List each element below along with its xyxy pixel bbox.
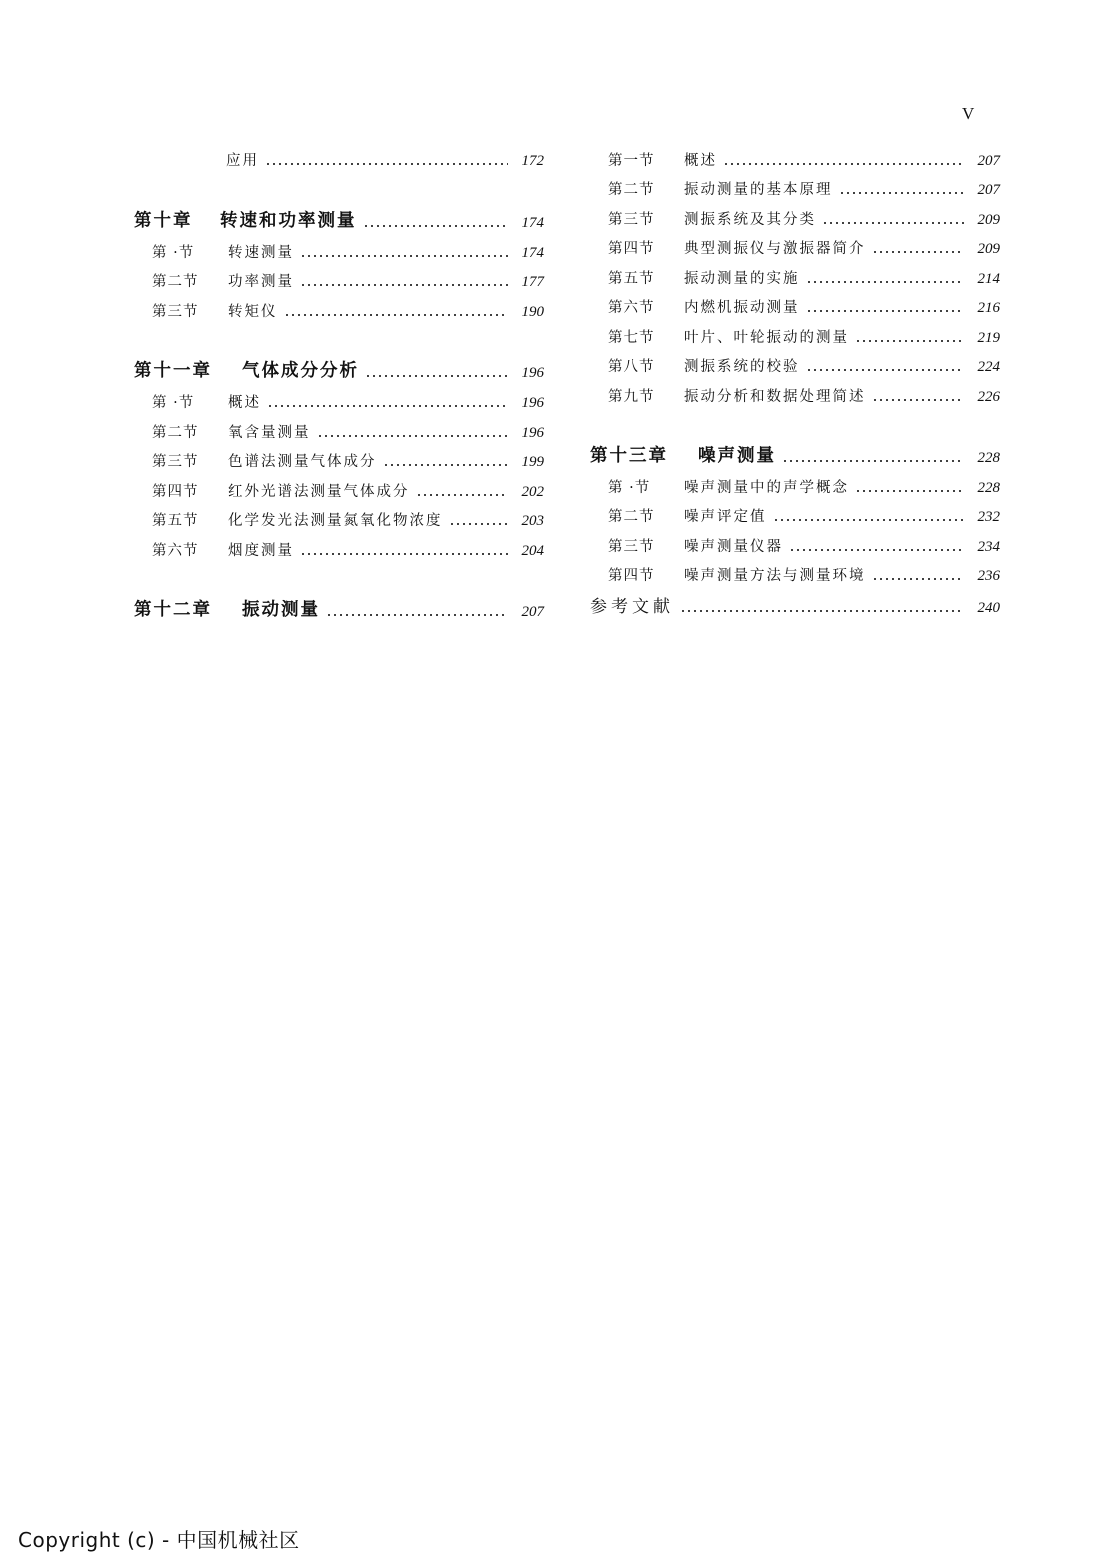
toc-section[interactable] (590, 559, 1000, 585)
entry-page: 207 (977, 182, 1000, 198)
toc-section[interactable] (590, 321, 1000, 347)
chapter-title: 转速和功率测量 (220, 211, 357, 231)
section-number: 第三节 (608, 539, 655, 555)
entry-title: 应用 (226, 153, 259, 169)
leader-dots (855, 339, 964, 343)
leader-dots (773, 518, 965, 522)
entry-page: 177 (521, 274, 544, 290)
chapter-number: 第十二章 (134, 600, 212, 620)
toc-chapter[interactable] (134, 595, 544, 621)
entry-page: 207 (521, 604, 544, 620)
toc-section[interactable] (134, 265, 544, 291)
section-number: 第七节 (608, 330, 655, 346)
leader-dots (806, 309, 965, 313)
leader-dots (365, 374, 508, 378)
chapter-title: 气体成分分析 (242, 361, 359, 381)
section-number: 第五节 (152, 513, 199, 529)
toc-section[interactable] (590, 500, 1000, 526)
entry-page: 190 (521, 304, 544, 320)
leader-dots (300, 552, 508, 556)
section-number: 第 ·节 (608, 480, 651, 496)
leader-dots (317, 434, 509, 438)
section-number: 第四节 (608, 568, 655, 584)
leader-dots (265, 162, 508, 166)
toc-chapter[interactable] (134, 206, 544, 232)
leader-dots (872, 250, 965, 254)
section-number: 第一节 (608, 153, 655, 169)
section-number: 第 ·节 (152, 395, 195, 411)
entry-page: 226 (977, 389, 1000, 405)
toc-section[interactable] (590, 350, 1000, 376)
toc-section[interactable] (134, 504, 544, 530)
section-title: 转速测量 (228, 245, 294, 261)
leader-dots (284, 313, 509, 317)
section-title: 测振系统及其分类 (684, 212, 816, 228)
section-title: 典型测振仪与激振器简介 (684, 241, 866, 257)
section-number: 第三节 (152, 304, 199, 320)
chapter-number: 第十一章 (134, 361, 212, 381)
entry-page: 228 (977, 450, 1000, 466)
leader-dots (855, 489, 964, 493)
leader-dots (872, 577, 965, 581)
leader-dots (300, 254, 508, 258)
copyright-watermark: Copyright (c) - 中国机械社区 (18, 1528, 300, 1552)
section-title: 振动分析和数据处理简述 (684, 389, 866, 405)
entry-page: 216 (977, 300, 1000, 316)
section-title: 红外光谱法测量气体成分 (228, 484, 410, 500)
entry-page: 228 (977, 480, 1000, 496)
section-title: 噪声测量中的声学概念 (684, 480, 849, 496)
toc-section[interactable] (134, 475, 544, 501)
entry-page: 209 (977, 241, 1000, 257)
section-title: 功率测量 (228, 274, 294, 290)
entry-page: 199 (521, 454, 544, 470)
section-title: 转矩仪 (228, 304, 278, 320)
section-title: 概述 (228, 395, 261, 411)
section-number: 第三节 (608, 212, 655, 228)
toc-section[interactable] (590, 144, 1000, 170)
leader-dots (806, 368, 965, 372)
section-title: 氧含量测量 (228, 425, 311, 441)
chapter-title: 振动测量 (242, 600, 320, 620)
entry-page: 174 (521, 245, 544, 261)
section-number: 第二节 (608, 509, 655, 525)
leader-dots (267, 404, 508, 408)
section-title: 噪声评定值 (684, 509, 767, 525)
section-number: 第五节 (608, 271, 655, 287)
section-number: 第三节 (152, 454, 199, 470)
page-number: V (962, 104, 975, 123)
toc-section[interactable] (134, 236, 544, 262)
entry-page: 236 (977, 568, 1000, 584)
toc-section[interactable] (590, 232, 1000, 258)
section-number: 第二节 (152, 425, 199, 441)
entry-page: 196 (521, 365, 544, 381)
entry-page: 172 (521, 153, 544, 169)
entry-page: 240 (977, 600, 1000, 616)
entry-page: 203 (521, 513, 544, 529)
section-title: 内燃机振动测量 (684, 300, 800, 316)
entry-page: 214 (977, 271, 1000, 287)
references-title: 参考文献 (590, 597, 674, 617)
leader-dots (822, 221, 964, 225)
section-title: 测振系统的校验 (684, 359, 800, 375)
entry-page: 234 (977, 539, 1000, 555)
leader-dots (449, 522, 509, 526)
toc-chapter[interactable] (134, 356, 544, 382)
section-title: 振动测量的实施 (684, 271, 800, 287)
toc-section[interactable] (590, 471, 1000, 497)
entry-page: 204 (521, 543, 544, 559)
entry-page: 209 (977, 212, 1000, 228)
toc-section[interactable] (134, 534, 544, 560)
section-number: 第六节 (152, 543, 199, 559)
entry-page: 196 (521, 425, 544, 441)
leader-dots (416, 493, 509, 497)
toc-section[interactable] (590, 380, 1000, 406)
entry-page: 174 (521, 215, 544, 231)
toc-section[interactable] (590, 530, 1000, 556)
section-number: 第四节 (152, 484, 199, 500)
toc-section[interactable] (134, 386, 544, 412)
entry-page: 232 (977, 509, 1000, 525)
leader-dots (872, 398, 965, 402)
section-number: 第 ·节 (152, 245, 195, 261)
leader-dots (782, 459, 964, 463)
section-title: 叶片、叶轮振动的测量 (684, 330, 849, 346)
chapter-number: 第十三章 (590, 446, 668, 466)
entry-page: 219 (977, 330, 1000, 346)
section-title: 噪声测量方法与测量环境 (684, 568, 866, 584)
entry-page: 224 (977, 359, 1000, 375)
toc-section[interactable] (134, 295, 544, 321)
entry-page: 196 (521, 395, 544, 411)
leader-dots (300, 283, 508, 287)
section-number: 第二节 (152, 274, 199, 290)
leader-dots (363, 224, 509, 228)
toc-section[interactable] (590, 262, 1000, 288)
section-title: 烟度测量 (228, 543, 294, 559)
chapter-title: 噪声测量 (698, 446, 776, 466)
section-number: 第四节 (608, 241, 655, 257)
leader-dots (723, 162, 964, 166)
toc-chapter[interactable] (590, 441, 1000, 467)
entry-page: 207 (977, 153, 1000, 169)
toc-references[interactable] (590, 591, 1000, 617)
section-number: 第九节 (608, 389, 655, 405)
leader-dots (839, 191, 965, 195)
toc-section[interactable] (134, 445, 544, 471)
toc-section[interactable] (590, 203, 1000, 229)
section-title: 概述 (684, 153, 717, 169)
section-title: 振动测量的基本原理 (684, 182, 833, 198)
leader-dots (680, 609, 964, 613)
toc-section[interactable] (134, 416, 544, 442)
toc-entry[interactable] (134, 144, 544, 170)
leader-dots (806, 280, 965, 284)
leader-dots (789, 548, 964, 552)
section-number: 第八节 (608, 359, 655, 375)
toc-section[interactable] (590, 173, 1000, 199)
entry-page: 202 (521, 484, 544, 500)
section-number: 第二节 (608, 182, 655, 198)
section-title: 化学发光法测量氮氧化物浓度 (228, 513, 443, 529)
leader-dots (383, 463, 509, 467)
chapter-number: 第十章 (134, 211, 193, 231)
section-title: 色谱法测量气体成分 (228, 454, 377, 470)
toc-section[interactable] (590, 291, 1000, 317)
section-title: 噪声测量仪器 (684, 539, 783, 555)
leader-dots (326, 613, 508, 617)
section-number: 第六节 (608, 300, 655, 316)
